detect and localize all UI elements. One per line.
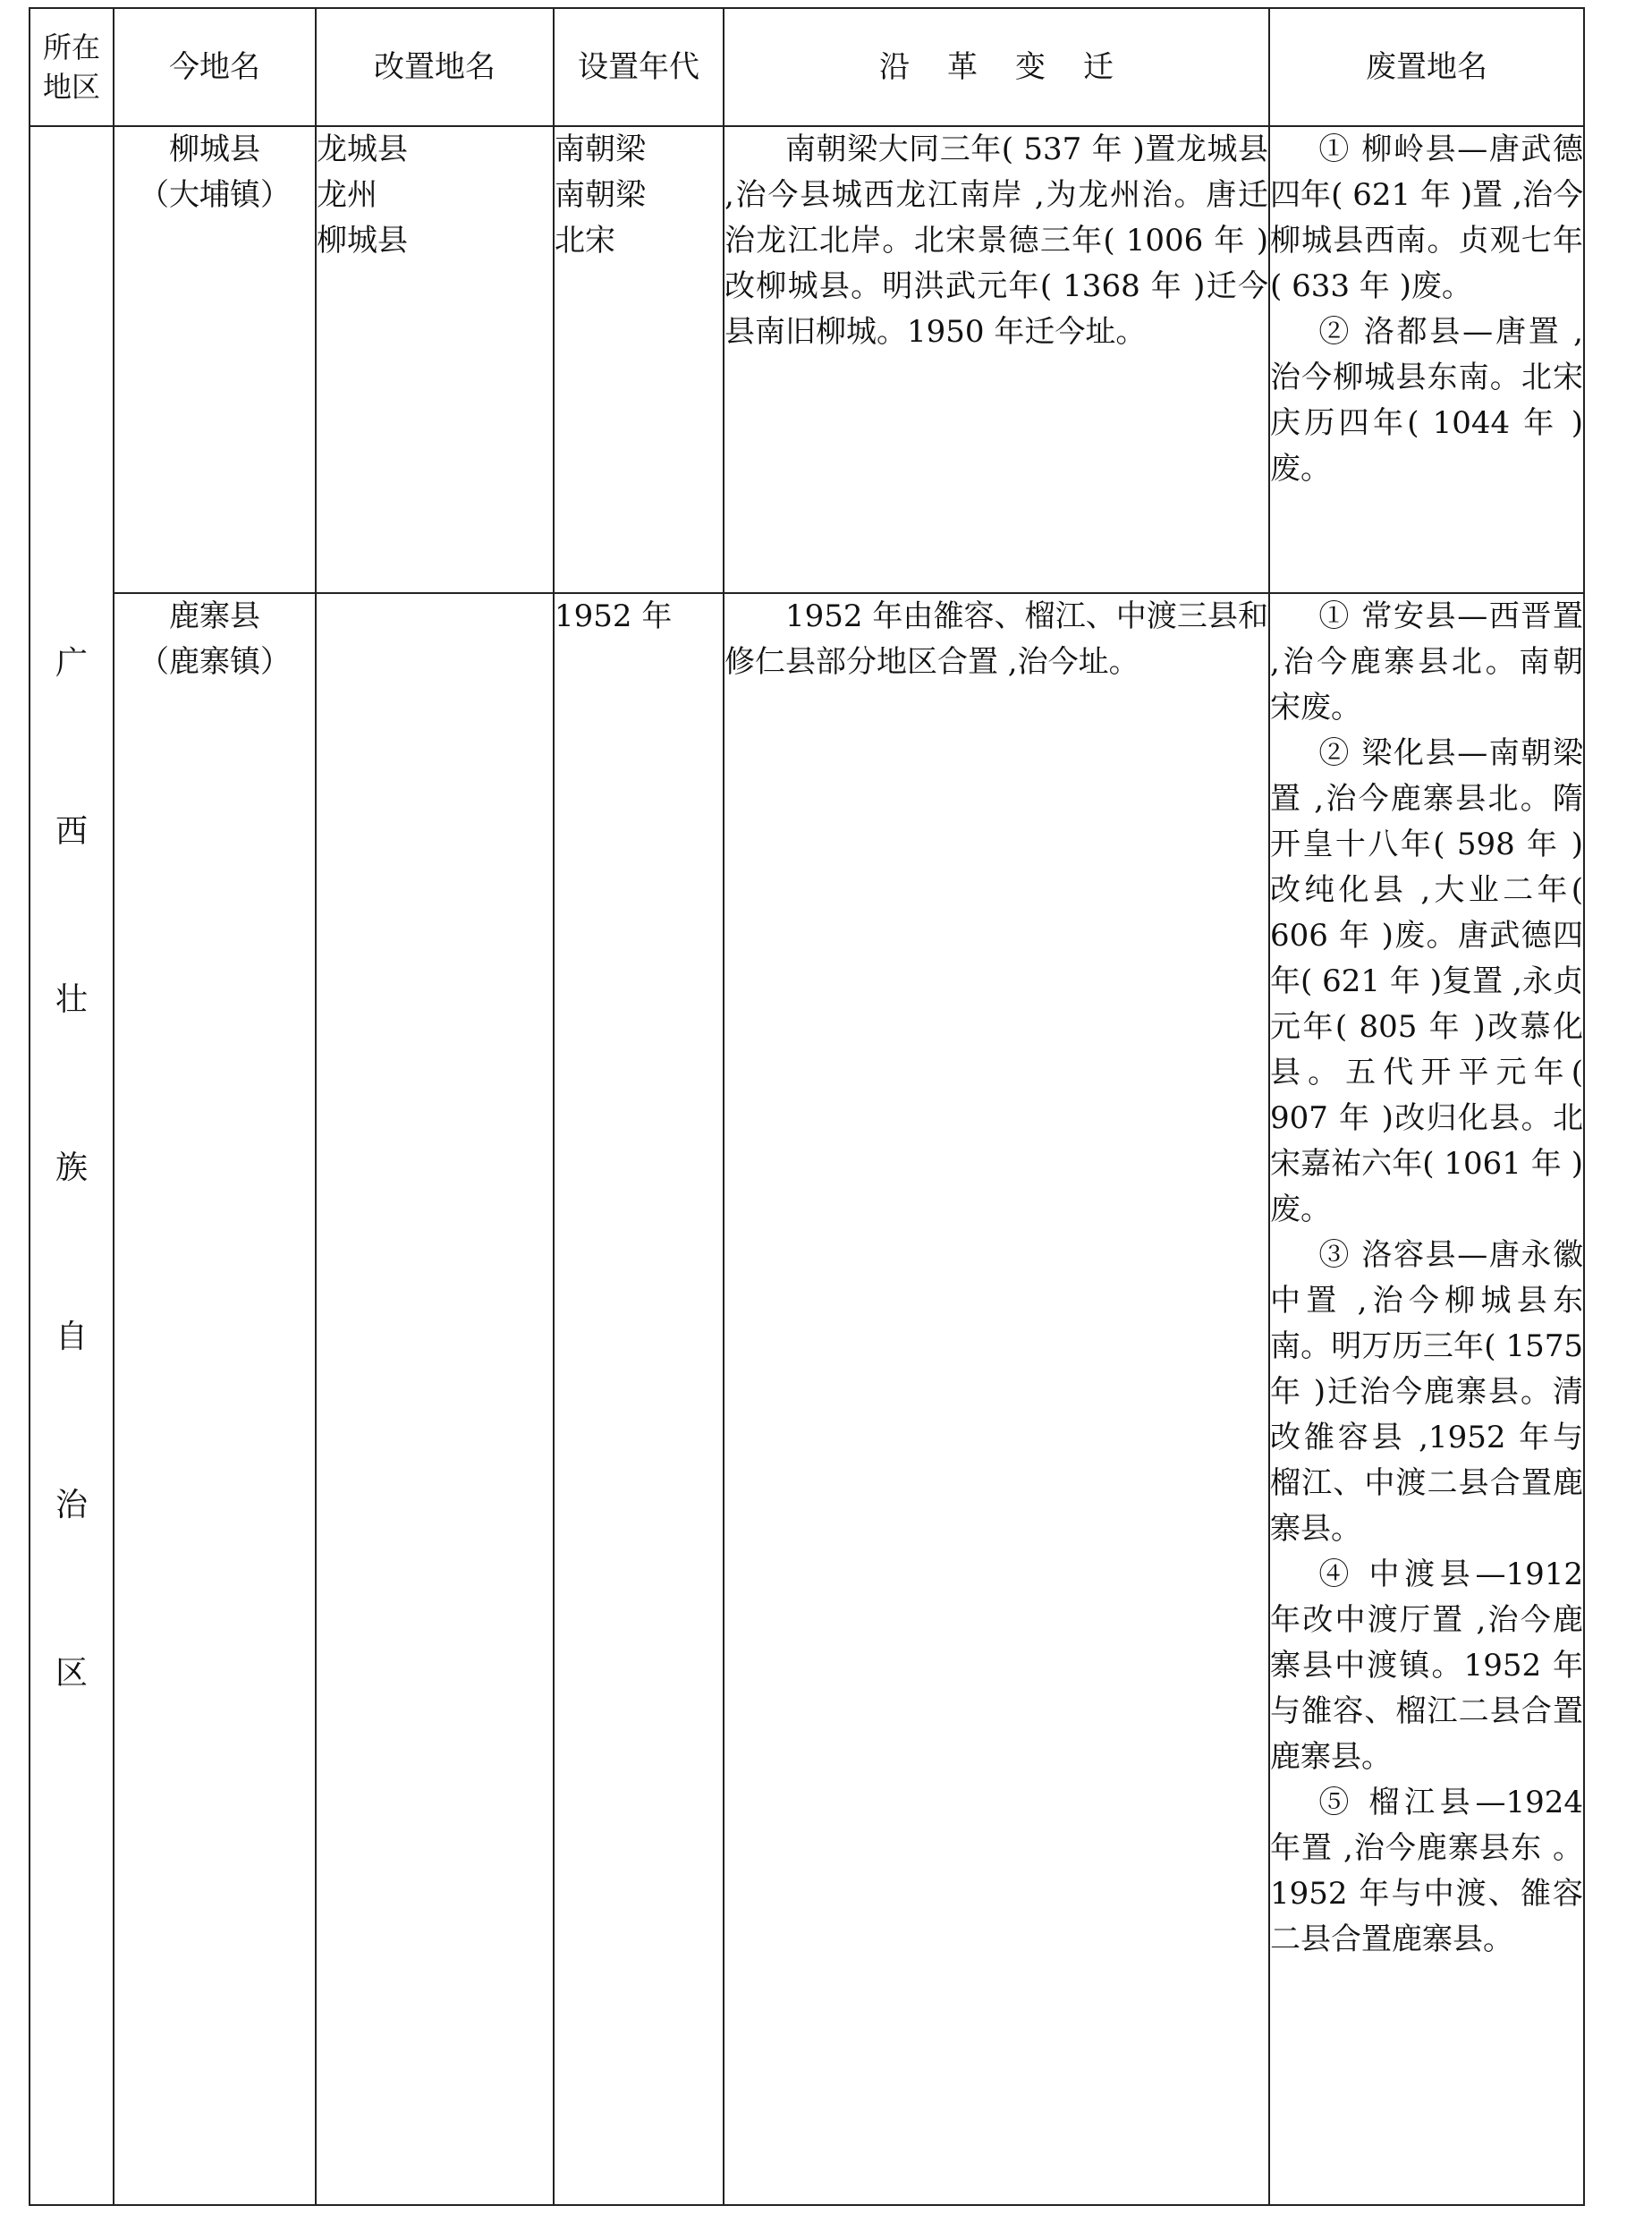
header-former-names: 改置地名: [316, 8, 554, 126]
header-region: 所在地区: [30, 8, 114, 126]
former-names-cell: [316, 126, 554, 593]
table-row: [30, 593, 1584, 2205]
abolished-entry: ③ 洛容县—唐永徽中置 ,治今柳城县东南。明万历三年( 1575 年 )迁治今鹿寨县。清改雒容县 ,1952 年与榴江、中渡二县合置鹿寨县。: [1270, 1237, 1583, 1547]
header-history: [724, 8, 1269, 126]
region-char: 治: [55, 1486, 88, 1523]
current-name: 鹿寨县: [169, 598, 260, 634]
region-char: 自: [55, 1318, 88, 1355]
header-history-label: 沿革变迁: [879, 49, 1151, 85]
county-seat: （大埔镇）: [139, 177, 291, 213]
current-name-cell: [114, 126, 316, 593]
region-char: 壮: [55, 981, 88, 1019]
former-name: 龙州: [317, 177, 377, 213]
year-established: 1952 年: [555, 598, 673, 634]
abolished-entry: ① 柳岭县—唐武德四年( 621 年 )置 ,治今柳城县西南。贞观七年( 633 年 )废。: [1270, 131, 1583, 304]
table-row: [30, 126, 1584, 593]
region-char: 广: [55, 645, 88, 682]
year-established: 南朝梁: [555, 177, 646, 213]
abolished-cell: [1269, 593, 1584, 2205]
former-name: 柳城县: [317, 223, 408, 259]
region-cell: [30, 126, 114, 2205]
history-cell: 1952 年由雒容、榴江、中渡三县和修仁县部分地区合置 ,治今址。: [724, 593, 1269, 2205]
abolished-entry: ⑤ 榴江县—1924 年置 ,治今鹿寨县东 。1952 年与中渡、雒容二县合置鹿寨县。: [1270, 1785, 1583, 1957]
header-row: [30, 8, 1584, 126]
region-char: 西: [55, 813, 88, 851]
region-char: 区: [55, 1654, 88, 1692]
former-name: 龙城县: [317, 131, 408, 167]
header-current-name: 今地名: [114, 8, 316, 126]
abolished-entry: ② 梁化县—南朝梁置 ,治今鹿寨县北。隋开皇十八年( 598 年 )改纯化县 ,大业二年( 606 年 )废。唐武德四年( 621 年 )复置 ,永贞元年( 805 年 )改慕化县。五代开平元年( 907 年 )改归化县。北宋嘉祐六年( 1061 年 )废。: [1270, 735, 1583, 1227]
abolished-entry: ② 洛都县—唐置 ,治今柳城县东南。北宋庆历四年( 1044 年 )废。: [1270, 314, 1583, 487]
header-year-established: 设置年代: [554, 8, 724, 126]
current-name: 柳城县: [169, 131, 260, 167]
header-abolished-names: 废置地名: [1269, 8, 1584, 126]
year-cell: [554, 126, 724, 593]
year-established: 北宋: [555, 223, 615, 259]
year-established: 南朝梁: [555, 131, 646, 167]
region-char: 族: [55, 1149, 88, 1187]
gazetteer-table: [29, 7, 1585, 2206]
current-name-cell: [114, 593, 316, 2205]
history-cell: 南朝梁大同三年( 537 年 )置龙城县 ,治今县城西龙江南岸 ,为龙州治。唐迁治龙江北岸。北宋景德三年( 1006 年 )改柳城县。明洪武元年( 1368 年 )迁今县南旧柳城。1950 年迁今址。: [724, 126, 1269, 593]
county-seat: （鹿寨镇）: [139, 644, 291, 680]
former-names-cell: [316, 593, 554, 2205]
abolished-entry: ④ 中渡县—1912 年改中渡厅置 ,治今鹿寨县中渡镇。1952 年与雒容、榴江二县合置鹿寨县。: [1270, 1557, 1583, 1775]
abolished-entry: ① 常安县—西晋置 ,治今鹿寨县北。南朝宋废。: [1270, 598, 1583, 725]
year-cell: [554, 593, 724, 2205]
abolished-cell: [1269, 126, 1584, 593]
